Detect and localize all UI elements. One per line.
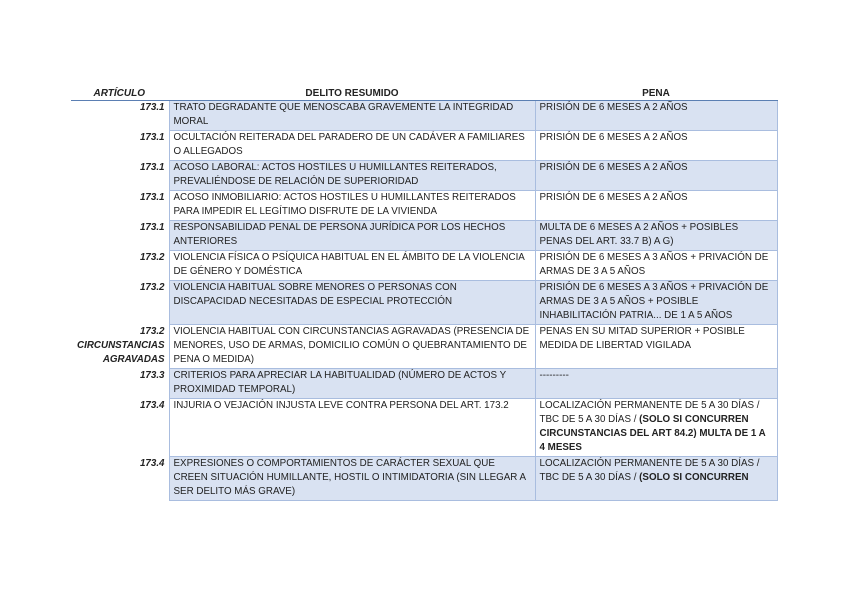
penalty-text: LOCALIZACIÓN PERMANENTE DE 5 A 30 DÍAS / TBC DE 5 A 30 DÍAS / (539, 458, 760, 483)
offense-cell: TRATO DEGRADANTE QUE MENOSCABA GRAVEMENTE LA INTEGRIDAD MORAL (169, 101, 535, 131)
penalty-condition: (SOLO SI CONCURREN (639, 472, 749, 483)
penalty-condition: (SOLO SI CONCURREN CIRCUNSTANCIAS DEL ART 84.2) MULTA DE 1 A 4 MESES (539, 414, 766, 453)
penalty-cell: PRISIÓN DE 6 MESES A 3 AÑOS + PRIVACIÓN DE ARMAS DE 3 A 5 AÑOS (535, 251, 777, 281)
offense-cell: VIOLENCIA HABITUAL SOBRE MENORES O PERSONAS CON DISCAPACIDAD NECESITADAS DE ESPECIAL PROTECCIÓN (169, 281, 535, 325)
header-pena: PENA (535, 86, 777, 101)
table-row (71, 191, 777, 221)
penalty-cell (535, 457, 777, 501)
table-row (71, 457, 777, 501)
article-cell: 173.2 (139, 281, 165, 293)
offense-cell: VIOLENCIA HABITUAL CON CIRCUNSTANCIAS AGRAVADAS (PRESENCIA DE MENORES, USO DE ARMAS, DOMICILIO COMÚN O QUEBRANTAMIENTO DE PENA O MEDIDA) (169, 325, 535, 369)
offense-cell: INJURIA O VEJACIÓN INJUSTA LEVE CONTRA PERSONA DEL ART. 173.2 (169, 399, 535, 457)
offense-cell: ACOSO INMOBILIARIO: ACTOS HOSTILES U HUMILLANTES REITERADOS PARA IMPEDIR EL LEGÍTIMO DISFRUTE DE LA VIVIENDA (169, 191, 535, 221)
penalty-table-page (71, 86, 777, 501)
header-articulo: ARTÍCULO (71, 86, 169, 101)
penalty-cell: MULTA DE 6 MESES A 2 AÑOS + POSIBLES PENAS DEL ART. 33.7 B) A G) (535, 221, 777, 251)
offense-cell: ACOSO LABORAL: ACTOS HOSTILES U HUMILLANTES REITERADOS, PREVALIÉNDOSE DE RELACIÓN DE SUPERIORIDAD (169, 161, 535, 191)
penalty-cell (535, 399, 777, 457)
article-cell: 173.1 (139, 161, 165, 173)
penalty-cell: PRISIÓN DE 6 MESES A 2 AÑOS (535, 161, 777, 191)
table-row (71, 399, 777, 457)
penalty-cell: --------- (535, 369, 777, 399)
penalty-table (71, 86, 778, 501)
article-cell: 173.1 (139, 191, 165, 203)
penalty-cell: PRISIÓN DE 6 MESES A 3 AÑOS + PRIVACIÓN DE ARMAS DE 3 A 5 AÑOS + POSIBLE INHABILITACIÓN PATRIA... DE 1 A 5 AÑOS (535, 281, 777, 325)
table-row (71, 369, 777, 399)
penalty-cell: PENAS EN SU MITAD SUPERIOR + POSIBLE MEDIDA DE LIBERTAD VIGILADA (535, 325, 777, 369)
article-cell: 173.1 (139, 102, 165, 113)
penalty-cell: PRISIÓN DE 6 MESES A 2 AÑOS (535, 131, 777, 161)
table-row (71, 161, 777, 191)
offense-cell: CRITERIOS PARA APRECIAR LA HABITUALIDAD (NÚMERO DE ACTOS Y PROXIMIDAD TEMPORAL) (169, 369, 535, 399)
article-number: 173.2 (139, 325, 165, 337)
offense-cell: VIOLENCIA FÍSICA O PSÍQUICA HABITUAL EN EL ÁMBITO DE LA VIOLENCIA DE GÉNERO Y DOMÉSTICA (169, 251, 535, 281)
article-cell: 173.1 (139, 131, 165, 143)
table-row (71, 131, 777, 161)
article-qualifier: CIRCUNSTANCIAS AGRAVADAS (77, 339, 165, 365)
table-row (71, 325, 777, 369)
article-cell: 173.2 (139, 251, 165, 263)
penalty-cell: PRISIÓN DE 6 MESES A 2 AÑOS (535, 191, 777, 221)
offense-cell: RESPONSABILIDAD PENAL DE PERSONA JURÍDICA POR LOS HECHOS ANTERIORES (169, 221, 535, 251)
table-row (71, 221, 777, 251)
penalty-text: LOCALIZACIÓN PERMANENTE DE 5 A 30 DÍAS / TBC DE 5 A 30 DÍAS / (539, 400, 760, 425)
table-row (71, 281, 777, 325)
offense-cell: EXPRESIONES O COMPORTAMIENTOS DE CARÁCTER SEXUAL QUE CREEN SITUACIÓN HUMILLANTE, HOSTIL O INTIMIDATORIA (SIN LLEGAR A SER DELITO MÁS GRAVE) (169, 457, 535, 501)
offense-cell: OCULTACIÓN REITERADA DEL PARADERO DE UN CADÁVER A FAMILIARES O ALLEGADOS (169, 131, 535, 161)
table-row (71, 101, 777, 131)
header-delito: DELITO RESUMIDO (169, 86, 535, 101)
article-cell: 173.1 (139, 221, 165, 233)
article-cell (71, 325, 169, 369)
header-row (71, 86, 777, 101)
table-body (71, 101, 777, 501)
article-cell: 173.4 (139, 457, 165, 469)
article-cell: 173.3 (139, 369, 165, 381)
article-cell: 173.4 (139, 399, 165, 411)
table-row (71, 251, 777, 281)
penalty-cell: PRISIÓN DE 6 MESES A 2 AÑOS (535, 101, 777, 131)
